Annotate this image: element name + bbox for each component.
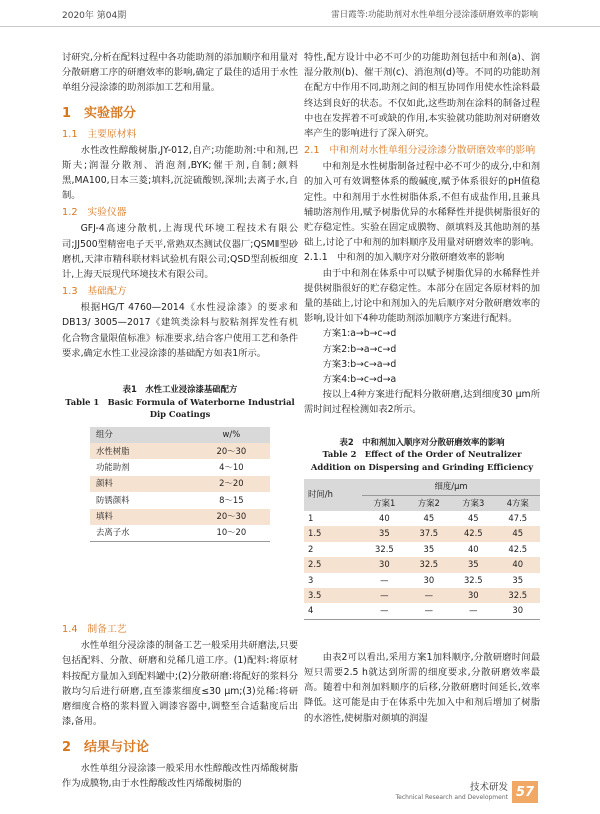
- table-cell: 40: [379, 513, 390, 524]
- table-cell: 42.5: [463, 528, 483, 539]
- table-row: [304, 603, 540, 619]
- table-cell: 32.5: [375, 543, 394, 554]
- scheme-item: 方案1:a→b→c→d: [322, 328, 397, 340]
- table-cell: —: [380, 574, 389, 585]
- table-cell: 40: [467, 543, 479, 554]
- table-cell: 8～15: [219, 494, 244, 505]
- table-cell: 3.5: [308, 590, 322, 600]
- table-cell: 4: [308, 605, 314, 616]
- table-row: [90, 492, 270, 508]
- instruments-paragraph: GFJ-4高速分散机,上海现代环境工程技术有限公司;JJ500型精密电子天平,常熟双杰测试仪器厂;QSMⅡ型砂磨机,天津市精科联材料试验机有限公司;QSD型刮板细度计,上海天辰现代环境技术有限公司。: [62, 223, 298, 281]
- table-cell: 1: [308, 513, 314, 524]
- table-row: [304, 573, 540, 588]
- table-header-cell: w/%: [222, 429, 241, 440]
- table-cell: 47.5: [508, 513, 528, 524]
- table-cell: —: [380, 590, 389, 600]
- table-row: [304, 557, 540, 572]
- table-cell: 功能助剂: [96, 461, 130, 472]
- section-1-3-heading: 1.3 基础配方: [62, 286, 127, 298]
- table-cell: 30: [512, 605, 524, 616]
- page-footer: [396, 780, 538, 804]
- table-cell: —: [469, 605, 478, 616]
- table-2-caption: 表2 中和剂加入顺序对分散研磨效率的影响: [339, 436, 505, 447]
- order-paragraph: 由于中和剂在体系中可以赋予树脂优异的水稀释性并提供树脂很好的贮存稳定性。本部分在固定各原材料的加量的基础上,讨论中和剂加入的先后顺序对分散研磨效率的影响,设计如下4种功能助剂添加顺序方案进行配料。: [304, 267, 540, 325]
- table-header-row: [90, 427, 270, 443]
- page-number: 57: [512, 781, 538, 803]
- table-1-caption-en: Table 1 Basic Formula of Waterborne Industrial Dip Coatings: [65, 396, 295, 420]
- table-cell: 45: [423, 513, 435, 524]
- table-cell: 1.5: [308, 528, 322, 539]
- table-cell: 32.5: [419, 559, 439, 570]
- table-row: [90, 459, 270, 475]
- scheme-item: 方案4:b→c→d→a: [322, 374, 397, 386]
- table-cell: 填料: [96, 511, 113, 522]
- table-row: [304, 511, 540, 526]
- table-header-cell: 组分: [96, 429, 113, 440]
- table-cell: 30: [467, 590, 479, 600]
- table-header-cell: 细度/μm: [362, 479, 540, 495]
- table-cell: 10～20: [216, 527, 247, 538]
- running-title: 雷日霞等:功能助剂对水性单组分浸涂漆研磨效率的影响: [331, 10, 538, 20]
- table-row: [304, 588, 540, 603]
- journal-issue: 2020年 第04期: [62, 11, 127, 21]
- table-cell: 30: [423, 574, 435, 585]
- table-cell: 20～30: [216, 445, 247, 456]
- section-2-1-1-heading: 2.1.1 中和剂的加入顺序对分散研磨效率的影响: [304, 252, 505, 264]
- after-schemes-paragraph: 按以上4种方案进行配料分散研磨,达到细度30 μm所需时间过程检测如表2所示。: [304, 389, 540, 416]
- table-cell: 45: [512, 528, 524, 539]
- footer-section-en: Technical Research and Development: [395, 794, 508, 801]
- table-cell: 水性树脂: [96, 445, 130, 456]
- table-row: [304, 542, 540, 557]
- table-cell: 45: [467, 513, 479, 524]
- scheme-item: 方案2:b→a→c→d: [322, 343, 397, 355]
- table-cell: 42.5: [508, 543, 528, 554]
- section-1-1-heading: 1.1 主要原材料: [62, 128, 137, 140]
- materials-paragraph: 水性改性醇酸树脂,JY-012,自产;功能助剂:中和剂,巴斯夫;润湿分散剂、消泡剂,BYK;催干剂,自制;颜料黑,MA100,日本三菱;填料,沉淀硫酸钡,深圳;去离子水,自制。: [62, 144, 298, 202]
- table-cell: 去离子水: [96, 527, 130, 538]
- formula-paragraph: 根据HG/T 4760—2014《水性浸涂漆》的要求和DB13/ 3005—2017《建筑类涂料与胶粘剂挥发性有机化合物含量限值标准》标准要求,结合客户使用工艺和条件要求,确定水性工业浸涂漆的基础配方如表1所示。: [62, 302, 298, 359]
- section-1-4-heading: 1.4 制备工艺: [62, 624, 127, 636]
- table-cell: —: [424, 605, 433, 616]
- table-2: [304, 479, 540, 620]
- table-cell: 3: [308, 574, 314, 585]
- table-header-cell: 方案2: [417, 497, 440, 508]
- table-cell: 20～30: [216, 511, 247, 522]
- table-2-caption-en: Table 2 Effect of the Order of Neutralizer Addition on Dispersing and Grinding Efficiency: [310, 449, 534, 472]
- table-cell: 37.5: [419, 528, 439, 539]
- table-cell: 35: [512, 574, 524, 585]
- table-1-caption: 表1 水性工业浸涂漆基础配方: [122, 384, 238, 395]
- table-cell: 防锈颜料: [96, 494, 130, 505]
- table-cell: 35: [379, 528, 390, 539]
- preparation-paragraph: 水性单组分浸涂漆的制备工艺一般采用共研磨法,只要包括配料、分散、研磨和兑稀几道工序。(1)配料:将原材料按配方量加入到配料罐中;(2)分散研磨:将配好的浆料分散均匀后进行研磨,直至漆浆细度≤30 μm;(3)兑稀:将研磨细度合格的浆料置入调漆容器中,调整至合适黏度后出漆,备用。: [62, 640, 298, 728]
- section-2-1-heading: 2.1 中和剂对水性单组分浸涂漆分散研磨效率的影响: [304, 145, 536, 157]
- page-header: [0, 0, 600, 27]
- table-header-cell: 方案1: [373, 497, 396, 508]
- left-column: [62, 50, 298, 791]
- table-cell: —: [424, 590, 433, 600]
- table-header-cell: 方案3: [462, 497, 485, 508]
- table-row: [304, 526, 540, 541]
- table-cell: 4～10: [219, 461, 244, 472]
- table-cell: 2～20: [219, 478, 244, 489]
- right-column: [304, 50, 540, 726]
- intro-paragraph: 讨研究,分析在配料过程中各功能助剂的添加顺序和用量对分散研磨工序的研磨效率的影响,确定了最佳的适用于水性单组分浸涂漆的助剂添加工艺和用量。: [62, 52, 298, 94]
- section-1-heading: 1 实验部分: [62, 105, 137, 121]
- table-cell: 32.5: [463, 574, 483, 585]
- conclusion-paragraph: 由表2可以看出,采用方案1加料顺序,分散研磨时间最短只需要2.5 h就达到所需的细度要求,分散研磨效率最高。随着中和剂加料顺序的后移,分散研磨时间延长,效率降低。这可能是由于在体系中先加入中和剂后增加了树脂的水溶性,使树脂对颜填的润湿: [304, 651, 540, 724]
- table-cell: —: [380, 605, 389, 616]
- table-row: [90, 525, 270, 542]
- results-paragraph: 水性单组分浸涂漆一般采用水性醇酸改性丙烯酸树脂作为成膜物,由于水性醇酸改性丙烯酸树脂的: [62, 762, 298, 789]
- table-header-cell: 4方案: [506, 497, 529, 508]
- table-cell: 35: [423, 543, 435, 554]
- scheme-item: 方案3:b→c→a→d: [322, 358, 397, 370]
- table-header-cell: 时间/h: [308, 489, 333, 500]
- continued-paragraph: 特性,配方设计中必不可少的功能助剂包括中和剂(a)、润湿分散剂(b)、催干剂(c)、消泡剂(d)等。不同的功能助剂在配方中作用不同,助剂之间的相互协同作用使水性涂料最终达到良好的状态。不仅如此,这些助剂在涂料的制备过程中也在发挥着不可或缺的作用,本实验就功能助剂对研磨效率产生的影响进行了深入研究。: [304, 52, 540, 140]
- table-cell: 2: [308, 543, 314, 554]
- section-2-heading: 2 结果与讨论: [62, 739, 150, 755]
- table-row: [90, 509, 270, 525]
- table-cell: 35: [467, 559, 479, 570]
- footer-text: [396, 782, 508, 802]
- table-cell: 40: [512, 559, 524, 570]
- table-row: [90, 443, 270, 459]
- table-cell: 32.5: [508, 590, 528, 600]
- table-cell: 2.5: [308, 559, 322, 570]
- table-cell: 颜料: [96, 478, 113, 489]
- table-header-row: [304, 479, 540, 495]
- neutralizer-paragraph: 中和剂是水性树脂制备过程中必不可少的成分,中和剂的加入可有效调整体系的酸碱度,赋予体系很好的pH值稳定性。中和剂用于水性树脂体系,不但有成盐作用,且兼具辅助溶剂作用,赋予树脂优异的水稀释性并提供树脂很好的贮存稳定性。实验在固定成膜物、颜填料及其他助剂的基础上,讨论了中和剂的加料顺序及用量对研磨效率的影响。: [304, 161, 540, 249]
- table-row: [90, 476, 270, 492]
- footer-section-zh: 技术研发: [469, 782, 508, 793]
- section-1-2-heading: 1.2 实验仪器: [62, 207, 127, 219]
- table-1: [90, 427, 270, 543]
- table-cell: 30: [379, 559, 390, 570]
